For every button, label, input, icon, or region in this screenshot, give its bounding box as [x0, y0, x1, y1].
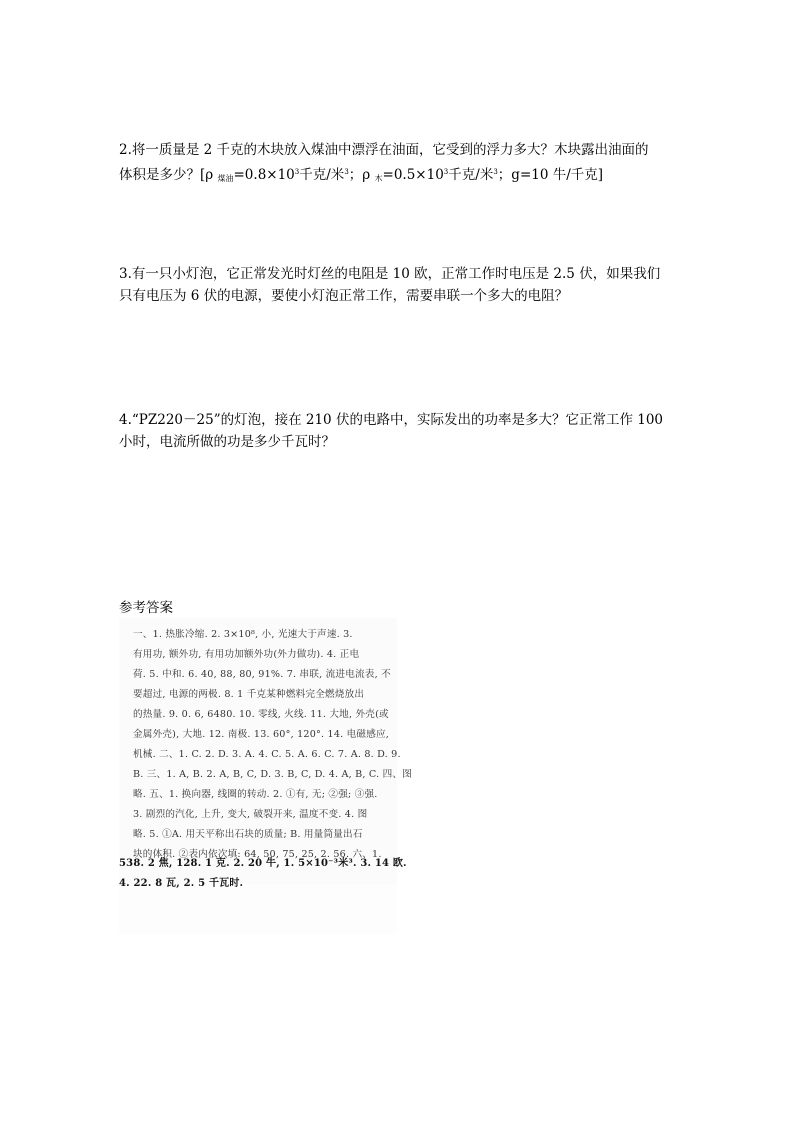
question-3-line-2: 只有电压为 6 伏的电源，要使小灯泡正常工作，需要串联一个多大的电阻？ — [119, 288, 569, 304]
answer-line: 的热量. 9. 0. 6, 6480. 10. 零线, 火线. 11. 大地, 外壳(或 — [133, 709, 389, 720]
q2-sup-1: 3 — [294, 168, 300, 176]
question-2-line-1: 2.将一质量是 2 千克的木块放入煤油中漂浮在油面，它受到的浮力多大？木块露出油面的 — [119, 142, 649, 158]
answer-line-bold: 538. 2 焦, 128. 1 克. 2. 20 牛, 1. 5×10⁻³米³. 3. 14 欧. — [119, 858, 407, 869]
q2-text-e: =0.5×10 — [382, 167, 444, 183]
answer-line: 金属外壳), 大地. 12. 南极. 13. 60°, 120°. 14. 电磁感应, — [133, 729, 390, 740]
answer-line: 块的体积. ②表内依次填: 64, 50, 75, 25, 2. 56. 六、1. — [133, 849, 382, 860]
question-2 — [119, 139, 679, 190]
question-2-line-2 — [119, 161, 679, 190]
answer-line-bold: 4. 22. 8 瓦, 2. 5 千瓦时. — [119, 878, 244, 889]
scanned-answer-image — [119, 618, 412, 884]
question-3-line-1: 3.有一只小灯泡，它正常发光时灯丝的电阻是 10 欧，正常工作时电压是 2.5 伏，如果我们 — [119, 266, 661, 282]
answers-title: 参考答案 — [119, 600, 173, 616]
q2-sup-3: 3 — [443, 168, 449, 176]
answer-line: 荷. 5. 中和. 6. 40, 88, 80, 91%. 7. 串联, 流进电流表, 不 — [133, 669, 391, 680]
answer-line: 机械. 二、1. C. 2. D. 3. A. 4. C. 5. A. 6. C. 7. A. 8. D. 9. — [133, 749, 401, 760]
answer-line: 3. 剧烈的汽化, 上升, 变大, 破裂开来, 温度不变. 4. 图 — [133, 809, 368, 820]
answer-line: 略. 5. ①A. 用天平称出石块的质量; B. 用量筒量出石 — [133, 829, 363, 840]
answer-line: 略. 五、1. 换向器, 线圈的转动. 2. ①有, 无; ②强; ③强. — [133, 789, 378, 800]
q2-sub-wood: 木 — [374, 174, 383, 183]
q2-text-f: 千克/米 — [448, 167, 494, 183]
q2-sup-4: 3 — [493, 168, 498, 176]
question-4-line-2: 小时，电流所做的功是多少千瓦时？ — [119, 434, 335, 450]
q2-text-b: =0.8×10 — [233, 167, 295, 183]
answer-line: 有用功, 额外功, 有用功加额外功(外力做功). 4. 正电 — [133, 649, 360, 660]
q2-text-c: 千克/米 — [299, 167, 345, 183]
q2-text-d: ；ρ — [348, 167, 375, 183]
scanned-answer-image-bold — [119, 858, 407, 934]
question-4 — [119, 409, 679, 453]
q2-text-g: ；g=10 牛/千克] — [497, 167, 604, 183]
q2-text-a: 体积是多少？[ρ — [119, 167, 218, 183]
q2-sup-2: 3 — [344, 168, 349, 176]
question-3 — [119, 263, 679, 307]
answer-line: 一、1. 热胀冷缩. 2. 3×10⁸, 小, 光速大于声速. 3. — [133, 629, 353, 640]
question-4-line-1: 4.“PZ220－25”的灯泡，接在 210 伏的电路中，实际发出的功率是多大？它正常工作 100 — [119, 412, 664, 428]
answer-line: B. 三、1. A, B. 2. A, B, C, D. 3. B, C, D. 4. A, B, C. 四、图 — [133, 769, 412, 780]
q2-sub-kerosene: 煤油 — [217, 174, 234, 183]
answer-line: 要超过, 电源的两极. 8. 1 千克某种燃料完全燃烧放出 — [133, 689, 365, 700]
